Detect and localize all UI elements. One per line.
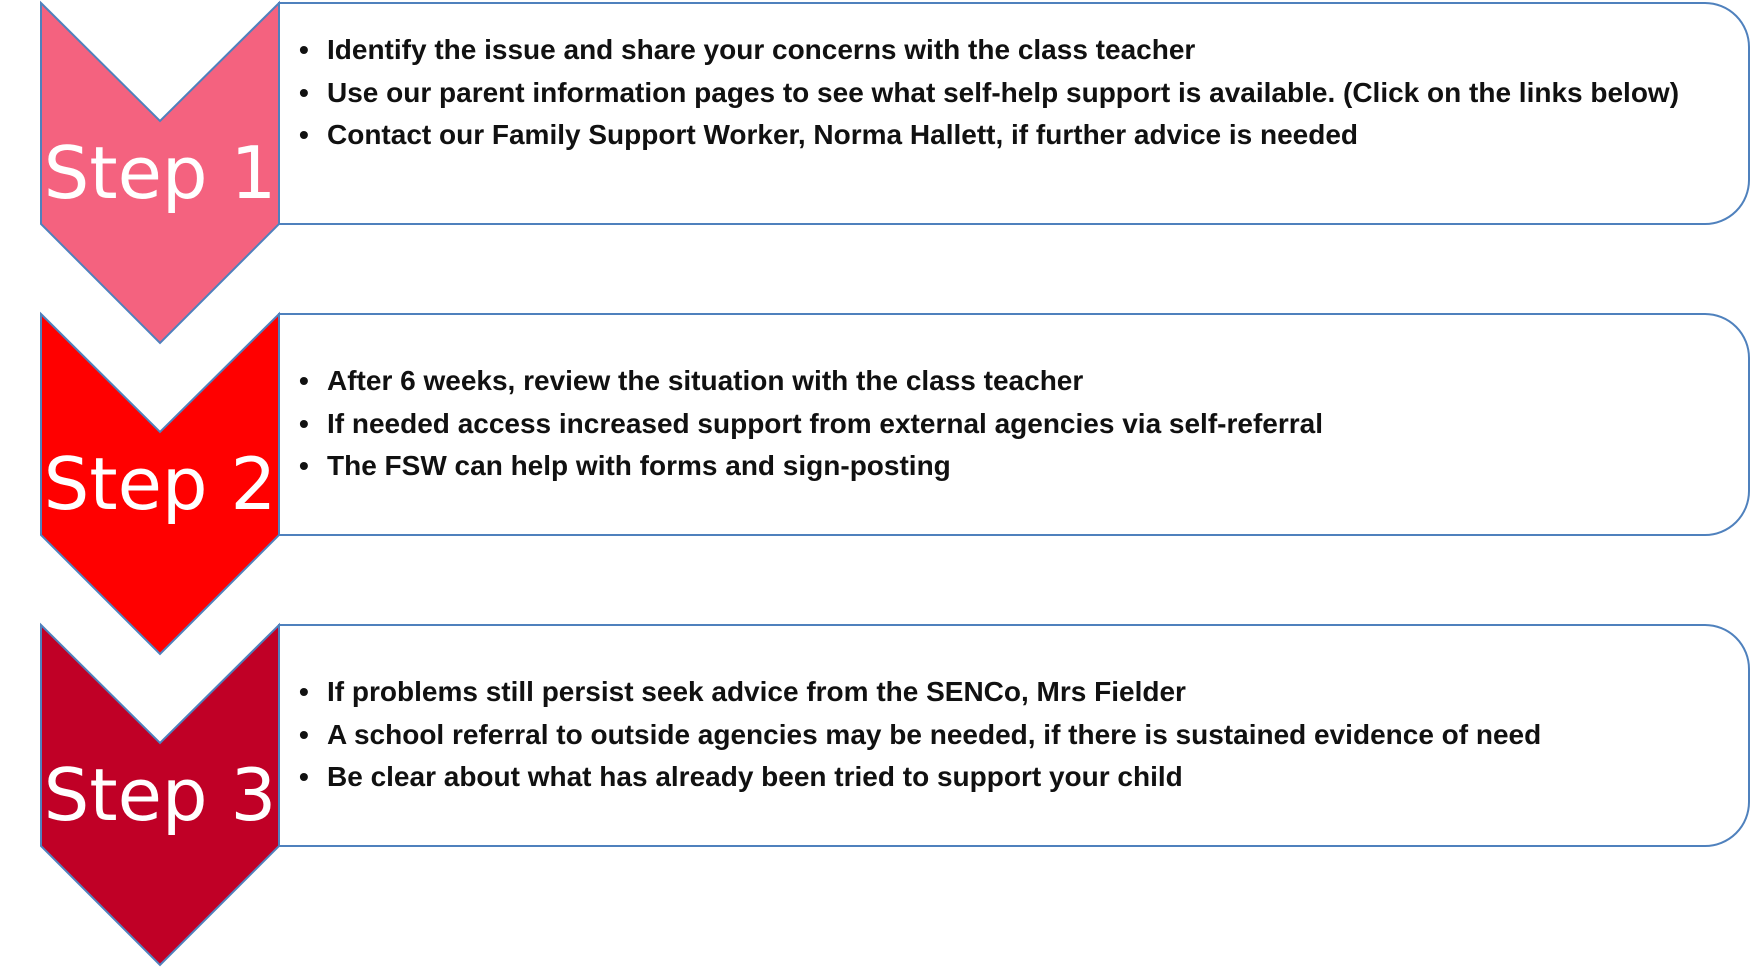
step-1-bullet-3: • Contact our Family Support Worker, Norma Hallett, if further advice is needed xyxy=(297,114,1679,157)
step-1-bullet-2: • Use our parent information pages to see what self-help support is available. (Click on the links below) xyxy=(297,72,1679,115)
step-3-bullet-list xyxy=(297,671,1541,799)
step-2-bullet-3: • The FSW can help with forms and sign-posting xyxy=(297,445,1323,488)
step-3-bullet-3: • Be clear about what has already been tried to support your child xyxy=(297,756,1541,799)
step-2-bullet-1: • After 6 weeks, review the situation with the class teacher xyxy=(297,360,1323,403)
step-3-bullet-1: • If problems still persist seek advice from the SENCo, Mrs Fielder xyxy=(297,671,1541,714)
step-3-bullet-2: • A school referral to outside agencies may be needed, if there is sustained evidence of need xyxy=(297,714,1541,757)
step-1-label: Step 1 xyxy=(43,131,277,215)
step-3-label: Step 3 xyxy=(43,753,277,837)
step-2-bullet-list xyxy=(297,360,1323,488)
step-2-bullet-2: • If needed access increased support from external agencies via self-referral xyxy=(297,403,1323,446)
step-2-label: Step 2 xyxy=(43,442,277,526)
step-1-bullet-list xyxy=(297,29,1679,157)
step-1-bullet-1: • Identify the issue and share your concerns with the class teacher xyxy=(297,29,1679,72)
